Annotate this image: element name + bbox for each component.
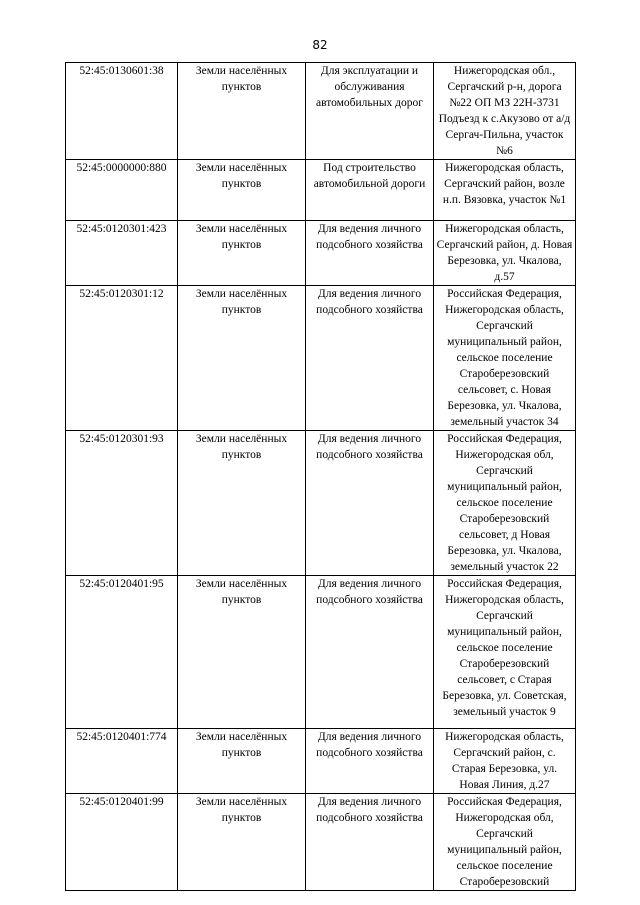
permitted-use-cell: Для ведения личного подсобного хозяйства	[306, 794, 434, 891]
address-cell: Российская Федерация, Нижегородская обл, Сергачский муниципальный район, сельское поселение Староберезовский	[434, 794, 576, 891]
cadastral-number-cell: 52:45:0120301:423	[66, 221, 178, 286]
address-cell: Нижегородская область, Сергачский район, с. Старая Березовка, ул. Новая Линия, д.27	[434, 729, 576, 794]
page-number: 82	[312, 38, 328, 52]
land-category-cell: Земли населённых пунктов	[178, 221, 306, 286]
permitted-use-cell: Для ведения личного подсобного хозяйства	[306, 221, 434, 286]
address-cell: Российская Федерация, Нижегородская обл, Сергачский муниципальный район, сельское поселение Староберезовский сельсовет, д Новая Березовка, ул. Чкалова, земельный участок 22	[434, 431, 576, 576]
permitted-use-cell: Для ведения личного подсобного хозяйства	[306, 729, 434, 794]
table-row	[66, 160, 576, 221]
address-cell: Нижегородская область, Сергачский район, возле н.п. Вязовка, участок №1	[434, 160, 576, 221]
land-category-cell: Земли населённых пунктов	[178, 160, 306, 221]
cadastral-number-cell: 52:45:0120301:93	[66, 431, 178, 576]
permitted-use-cell: Для эксплуатации и обслуживания автомобильных дорог	[306, 63, 434, 160]
address-cell: Нижегородская обл., Сергачский р-н, дорога №22 ОП МЗ 22Н-3731 Подъезд к с.Акузово от а/д Сергач-Пильна, участок №6	[434, 63, 576, 160]
land-category-cell: Земли населённых пунктов	[178, 576, 306, 729]
permitted-use-cell: Для ведения личного подсобного хозяйства	[306, 431, 434, 576]
land-category-cell: Земли населённых пунктов	[178, 431, 306, 576]
cadastral-number-cell: 52:45:0120401:99	[66, 794, 178, 891]
address-cell: Нижегородская область, Сергачский район, д. Новая Березовка, ул. Чкалова, д.57	[434, 221, 576, 286]
table-row	[66, 431, 576, 576]
cadastral-number-cell: 52:45:0000000:880	[66, 160, 178, 221]
permitted-use-cell: Для ведения личного подсобного хозяйства	[306, 286, 434, 431]
table-row	[66, 221, 576, 286]
permitted-use-cell: Под строительство автомобильной дороги	[306, 160, 434, 221]
land-category-cell: Земли населённых пунктов	[178, 286, 306, 431]
address-cell: Российская Федерация, Нижегородская область, Сергачский муниципальный район, сельское поселение Староберезовский сельсовет, с. Новая Березовка, ул. Чкалова, земельный участок 34	[434, 286, 576, 431]
cadastral-number-cell: 52:45:0120401:774	[66, 729, 178, 794]
cadastral-number-cell: 52:45:0120401:95	[66, 576, 178, 729]
address-cell: Российская Федерация, Нижегородская область, Сергачский муниципальный район, сельское поселение Староберезовский сельсовет, с Старая Березовка, ул. Советская, земельный участок 9	[434, 576, 576, 729]
permitted-use-cell: Для ведения личного подсобного хозяйства	[306, 576, 434, 729]
table-row	[66, 729, 576, 794]
table-row	[66, 794, 576, 891]
table-row	[66, 576, 576, 729]
table-row	[66, 286, 576, 431]
table-row	[66, 63, 576, 160]
land-category-cell: Земли населённых пунктов	[178, 729, 306, 794]
cadastral-number-cell: 52:45:0120301:12	[66, 286, 178, 431]
land-category-cell: Земли населённых пунктов	[178, 63, 306, 160]
cadastral-number-cell: 52:45:0130601:38	[66, 63, 178, 160]
land-category-cell: Земли населённых пунктов	[178, 794, 306, 891]
land-parcels-table	[65, 62, 576, 891]
